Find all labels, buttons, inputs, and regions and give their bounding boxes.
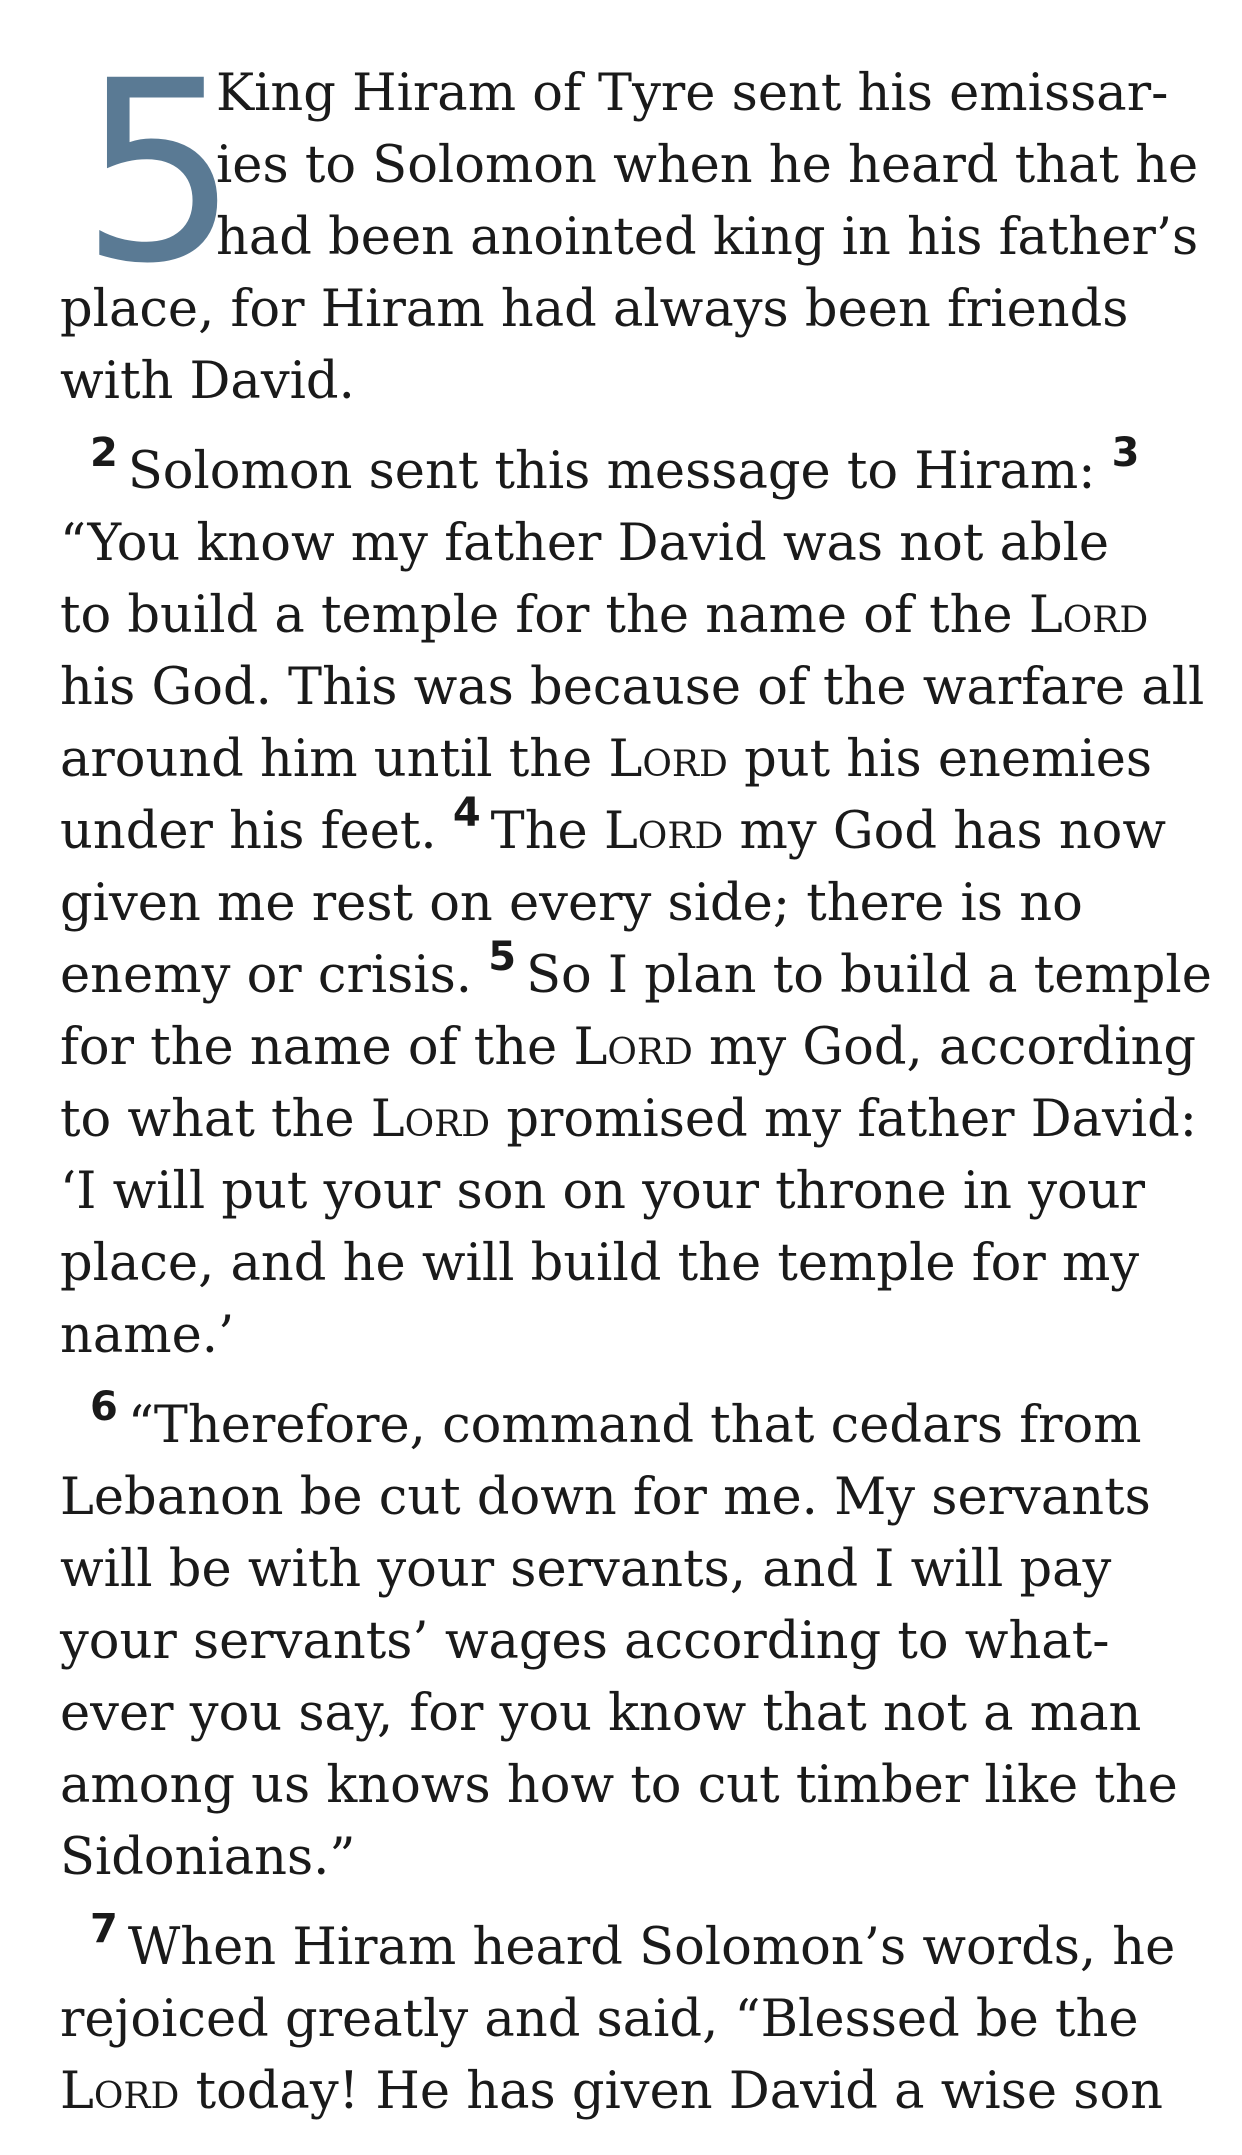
text-run: place, for Hiram had always been friends xyxy=(60,280,1129,339)
text-run: “Therefore, command that cedars from xyxy=(127,1396,1142,1455)
text-line xyxy=(60,1156,1190,1228)
text-run: “You know my father David was not able xyxy=(60,514,1110,573)
text-run: place, and he will build the temple for my xyxy=(60,1234,1140,1293)
text-run: rejoiced greatly and said, “Blessed be the xyxy=(60,1990,1139,2049)
verse-number: 2 xyxy=(90,430,118,476)
text-run: around him until the xyxy=(60,730,593,789)
divine-name: Lord xyxy=(603,802,724,861)
verse-number: 5 xyxy=(488,934,517,980)
text-run: Lebanon be cut down for me. My servants xyxy=(60,1468,1151,1527)
chapter-number-dropcap: 5 xyxy=(80,27,240,318)
divine-name: Lord xyxy=(1028,586,1149,645)
verse-number: 6 xyxy=(90,1384,118,1430)
text-run: my God has now xyxy=(739,802,1167,861)
text-run: had been anointed king in his father’s xyxy=(216,208,1199,267)
text-line xyxy=(60,346,1190,418)
text-line xyxy=(60,1906,1190,1984)
text-run: Solomon sent this message to Hiram: xyxy=(127,442,1096,501)
text-run: put his enemies xyxy=(744,730,1153,789)
text-line xyxy=(60,1822,1190,1894)
text-line xyxy=(60,790,1190,868)
text-run: today! He has given David a wise son xyxy=(195,2062,1164,2121)
text-run: his God. This was because of the warfare all xyxy=(60,658,1205,717)
text-run: ever you say, for you know that not a man xyxy=(60,1684,1142,1743)
text-run: with David. xyxy=(60,352,355,411)
text-run: Sidonians.” xyxy=(60,1828,356,1887)
text-line xyxy=(60,1750,1190,1822)
verse-number: 7 xyxy=(90,1906,118,1952)
text-run: for the name of the xyxy=(60,1018,558,1077)
text-line xyxy=(60,868,1190,940)
text-run: to build a temple for the name of the xyxy=(60,586,1013,645)
text-run: ies to Solomon when he heard that he xyxy=(216,136,1199,195)
text-line xyxy=(60,1534,1190,1606)
text-line xyxy=(60,1012,1196,1084)
text-line xyxy=(60,1606,1190,1678)
divine-name: Lord xyxy=(370,1090,491,1149)
text-run: among us knows how to cut timber like the xyxy=(60,1756,1178,1815)
text-line xyxy=(60,2056,1190,2128)
text-run: will be with your servants, and I will pay xyxy=(60,1540,1112,1599)
text-run: your servants’ wages according to what- xyxy=(60,1612,1110,1671)
text-line xyxy=(60,508,1190,580)
text-line xyxy=(60,1228,1190,1300)
verse-number: 3 xyxy=(1111,430,1140,476)
text-run: promised my father David: xyxy=(506,1090,1197,1149)
text-line xyxy=(60,724,1190,796)
text-run: name.’ xyxy=(60,1306,235,1365)
text-run: enemy or crisis. xyxy=(60,946,473,1005)
text-run: my God, according xyxy=(709,1018,1196,1077)
text-run: When Hiram heard Solomon’s words, he xyxy=(127,1918,1176,1977)
text-line xyxy=(60,934,1212,1012)
text-line xyxy=(60,1300,1190,1372)
text-line xyxy=(60,652,1205,724)
reader-page xyxy=(60,27,1212,2128)
text-run: under his feet. xyxy=(60,802,437,861)
text-line xyxy=(60,430,1190,508)
text-run: The xyxy=(490,802,588,861)
text-line xyxy=(60,1084,1197,1156)
divine-name: Lord xyxy=(573,1018,693,1077)
text-line xyxy=(60,1984,1190,2056)
text-run: So I plan to build a temple xyxy=(526,946,1212,1005)
divine-name: Lord xyxy=(608,730,728,789)
divine-name: Lord xyxy=(60,2062,180,2121)
text-run: to what the xyxy=(60,1090,355,1149)
text-run: ‘I will put your son on your throne in your xyxy=(60,1162,1145,1221)
verse-number: 4 xyxy=(452,790,481,836)
text-run: given me rest on every side; there is no xyxy=(60,874,1083,933)
text-line xyxy=(60,1384,1190,1462)
text-line xyxy=(60,1462,1190,1534)
text-run: King Hiram of Tyre sent his emissar- xyxy=(216,64,1169,123)
text-line xyxy=(60,580,1190,652)
text-line xyxy=(60,1678,1190,1750)
